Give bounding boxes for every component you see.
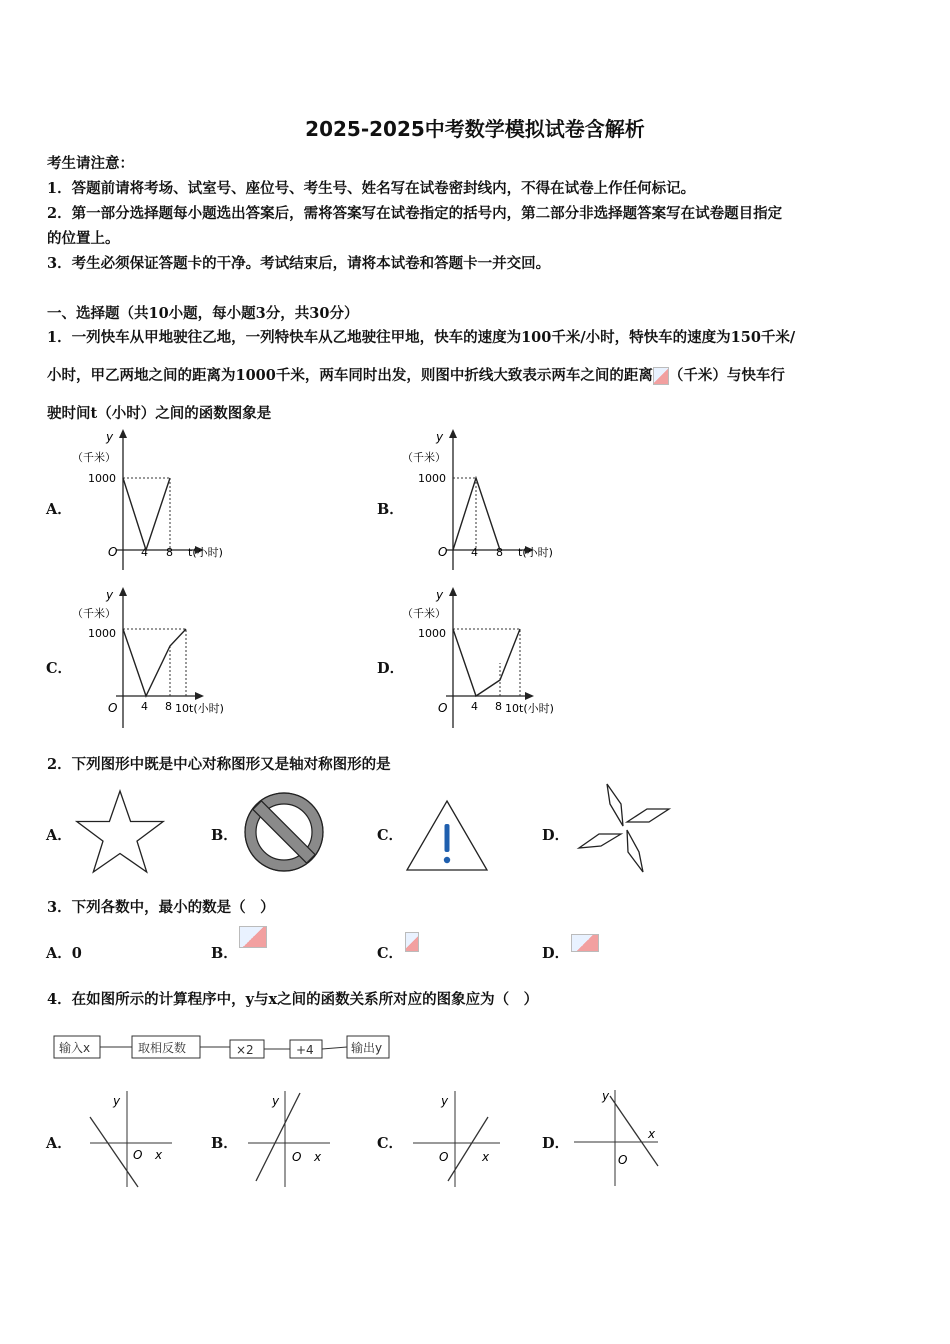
q4-flowchart [50,1030,395,1064]
x-tick-8: 8 [166,546,173,559]
x-tick-4: 4 [471,700,478,713]
broken-image-icon [653,367,669,385]
origin-label: O [133,1148,143,1162]
y-unit-label: （千米） [402,607,446,620]
y-axis-label: y [106,588,114,602]
q4-graph-c [408,1085,508,1195]
q2-text: 2．下列图形中既是中心对称图形又是轴对称图形的是 [47,756,391,773]
origin-label: O [439,1150,449,1164]
flow-step-plus-4: +4 [296,1043,314,1057]
y-axis-label: y [602,1089,610,1103]
x-tick-4: 4 [471,546,478,559]
origin-label: O [438,701,448,715]
function-line [448,1117,488,1181]
notice-item-3: 3．考生必须保证答题卡的干净。考试结束后，请将本试卷和答题卡一并交回。 [47,255,551,272]
x-tick-4: 4 [141,546,148,559]
broken-image-icon [239,926,267,948]
q4-graph-b [238,1085,338,1195]
distance-polyline [453,629,520,696]
x-unit-label: t(小时) [518,546,553,559]
q1-option-d-label: D． [377,660,405,677]
q3-option-b-label: B． [211,945,238,962]
flow-step-input: 输入x [59,1041,91,1055]
q4-option-c-label: C． [377,1135,404,1152]
x-tick-8: 8 [495,700,502,713]
star-icon [72,788,168,876]
function-line [90,1117,138,1187]
broken-image-icon [571,934,599,952]
flow-step-negate: 取相反数 [138,1041,187,1055]
q1-line3: 驶时间t（小时）之间的函数图象是 [47,405,272,422]
flow-step-times-2: ×2 [236,1043,254,1057]
q3-option-d-label: D． [542,945,570,962]
x-unit-label: t(小时) [189,702,224,715]
y-unit-label: （千米） [402,451,446,464]
notice-item-2: 2．第一部分选择题每小题选出答案后，需将答案写在试卷指定的括号内，第二部分非选择题答案写在试卷题目指定 [47,205,783,222]
notice-item-1: 1．答题前请将考场、试室号、座位号、考生号、姓名写在试卷密封线内，不得在试卷上作任何标记。 [47,180,696,197]
y-axis-label: y [113,1094,121,1108]
x-axis-label: x [314,1150,322,1164]
y-tick-1000: 1000 [418,627,446,640]
section-heading: 一、选择题（共10小题，每小题3分，共30分） [47,305,359,322]
origin-label: O [618,1153,628,1167]
x-tick-4: 4 [141,700,148,713]
y-axis-label: y [441,1094,449,1108]
q1-graph-d [400,583,580,733]
q4-graph-a [80,1085,180,1195]
q4-text: 4．在如图所示的计算程序中，y与x之间的函数关系所对应的图象应为（ ） [47,991,539,1008]
distance-polyline [123,478,170,550]
q4-option-b-label: B． [211,1135,238,1152]
x-unit-label: t(小时) [519,702,554,715]
q1-option-c-label: C． [46,660,73,677]
x-unit-label: t(小时) [188,546,223,559]
q3-text: 3．下列各数中，最小的数是（ ） [47,899,275,916]
q1-graph-b [400,425,580,575]
y-axis-label: y [436,430,444,444]
y-axis-label: y [272,1094,280,1108]
notice-item-2-cont: 的位置上。 [47,230,120,247]
y-unit-label: （千米） [72,451,116,464]
origin-label: O [108,701,118,715]
q1-option-b-label: B． [377,501,404,518]
origin-label: O [292,1150,302,1164]
q1-line2-a: 小时，甲乙两地之间的距离为1000千米，两车同时出发，则图中折线大致表示两车之间的距离 [47,367,653,384]
y-tick-1000: 1000 [88,472,116,485]
q4-option-d-label: D． [542,1135,570,1152]
y-unit-label: （千米） [72,607,116,620]
q2-option-b-label: B． [211,827,238,844]
q1-graph-a [70,425,250,575]
distance-polyline [123,629,186,696]
x-tick-10: 10 [175,702,189,715]
x-tick-8: 8 [496,546,503,559]
x-tick-8: 8 [165,700,172,713]
q2-option-a-label: A． [46,827,72,844]
warning-triangle-icon [404,798,490,874]
pinwheel-icon [575,782,675,878]
q4-option-a-label: A． [46,1135,72,1152]
q3-option-a-value: 0 [71,945,82,962]
q1-line2 [47,364,785,385]
y-axis-label: y [106,430,114,444]
broken-image-icon [405,932,419,952]
y-axis-label: y [436,588,444,602]
q3-option-a [46,942,82,963]
page-title: 2025-2025中考数学模拟试卷含解析 [305,117,645,141]
q1-line1: 1．一列快车从甲地驶往乙地，一列特快车从乙地驶往甲地，快车的速度为100千米/小时，特快车的速度为150千米/ [47,329,796,346]
q2-option-c-label: C． [377,827,404,844]
x-axis-label: x [648,1127,656,1141]
x-axis-label: x [482,1150,490,1164]
q2-option-d-label: D． [542,827,570,844]
q1-graph-c [70,583,250,733]
flow-step-output: 输出y [351,1041,383,1055]
notice-heading: 考生请注意： [47,155,134,172]
q1-line2-b: （千米）与快车行 [668,367,785,384]
no-entry-sign-icon [242,790,326,874]
q1-option-a-label: A． [46,501,72,518]
y-tick-1000: 1000 [88,627,116,640]
origin-label: O [438,545,448,559]
q4-graph-d [568,1082,668,1192]
x-axis-label: x [155,1148,163,1162]
origin-label: O [108,545,118,559]
q3-option-c-label: C． [377,945,404,962]
q3-option-a-label: A． [46,945,72,962]
y-tick-1000: 1000 [418,472,446,485]
x-tick-10: 10 [505,702,519,715]
